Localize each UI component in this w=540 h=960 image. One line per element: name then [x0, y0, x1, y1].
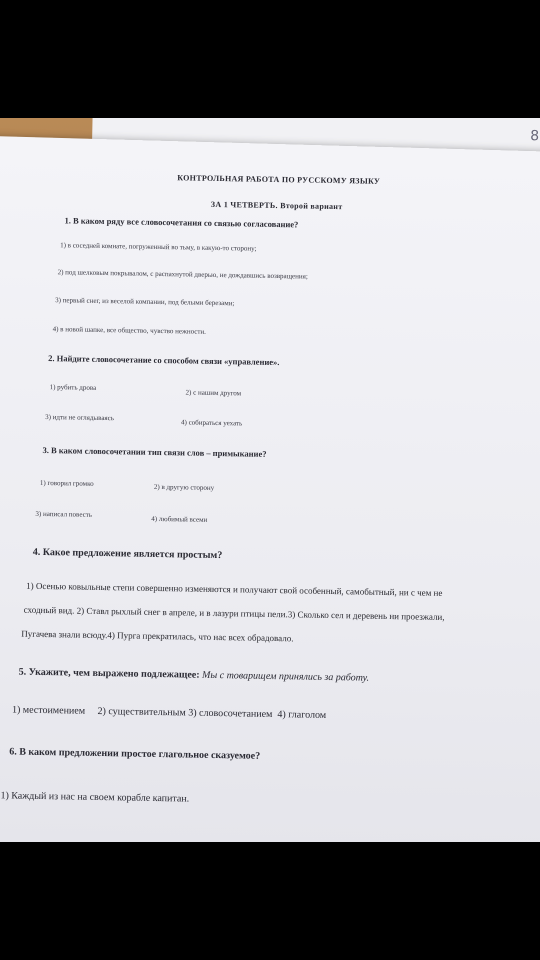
document-photo	[0, 118, 540, 842]
q3-option-1: 1) говорил громко	[39, 478, 94, 488]
document-subtitle: ЗА 1 ЧЕТВЕРТЬ. Второй вариант	[210, 199, 343, 212]
q4-line-3: Пугачева знали всюду.4) Пурга прекратилась, что нас всех обрадовало.	[21, 628, 294, 644]
question-5-example: Мы с товарищем принялись за работу.	[201, 669, 370, 684]
q6-option-1: 1) Каждый из нас на своем корабле капитан.	[0, 790, 190, 805]
question-3: 3. В каком словосочетании тип связи слов – примыкание?	[42, 444, 267, 459]
q4-line-2: сходный вид. 2) Ставл рыхлый снег в апреле, и в лазури птицы пели.3) Сколько сел и деревень ни проезжали,	[23, 604, 445, 623]
question-2: 2. Найдите словосочетание со способом связи «управление».	[48, 353, 280, 368]
q5-options: 1) местоимением 2) существительным 3) словосочетанием 4) глаголом	[11, 704, 327, 721]
q2-option-1: 1) рубить дрова	[49, 383, 97, 392]
test-sheet	[0, 136, 540, 842]
q3-option-3: 3) написал повесть	[35, 509, 93, 519]
question-4: 4. Какое предложение является простым?	[32, 546, 223, 562]
document-title: КОНТРОЛЬНАЯ РАБОТА ПО РУССКОМУ ЯЗЫКУ	[177, 173, 381, 186]
q1-option-3: 3) первый снег, из веселой компании, под белыми березами;	[55, 296, 235, 308]
q4-line-1: 1) Осенью ковыльные степи совершенно изменяются и получают свой особенный, самобытный, ни с чем не	[26, 580, 443, 598]
q3-option-4: 4) любимый всеми	[151, 514, 208, 524]
q2-option-3: 3) идти не оглядываясь	[45, 413, 115, 423]
question-1: 1. В каком ряду все словосочетания со связью согласование?	[64, 215, 299, 230]
q3-option-2: 2) в другую сторону	[153, 482, 215, 492]
question-5-text: 5. Укажите, чем выражено подлежащее:	[18, 666, 200, 681]
q2-option-4: 4) собираться уехать	[180, 418, 243, 428]
q2-option-2: 2) с нашим другом	[185, 388, 242, 398]
q1-option-4: 4) в новой шапке, все общество, чувство нежности.	[52, 325, 207, 336]
question-6: 6. В каком предложении простое глагольное сказуемое?	[9, 746, 261, 762]
question-5	[19, 667, 370, 684]
page-mark: 8	[530, 128, 540, 145]
q1-option-2: 2) под шелковым покрывалом, с распахнутой дверью, не дождавшись возвращения;	[57, 268, 308, 281]
q1-option-1: 1) в соседней комнате, погруженный во тьму, в какую-то сторону;	[60, 241, 257, 253]
